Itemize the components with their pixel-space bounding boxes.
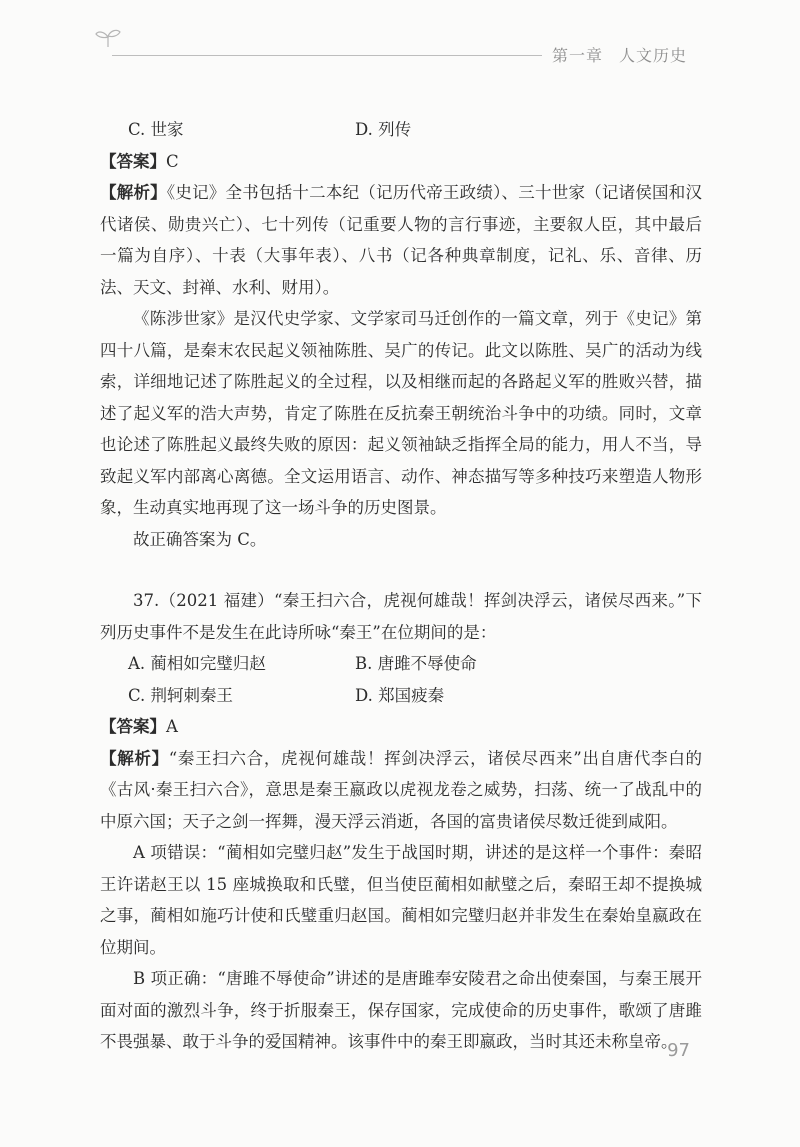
q37-option-b: B. 唐雎不辱使命 bbox=[355, 654, 477, 673]
analysis-text: 《史记》全书包括十二本纪（记历代帝王政绩）、三十世家（记诸侯国和汉代诸侯、勋贵兴亡）、七十列传（记重要人物的言行事迹，主要叙人臣，其中最后一篇为自序）、十表（大事年表）、八书（记各种典章制度，记礼、乐、音律、历法、天文、封禅、水利、财用）。 bbox=[100, 183, 703, 297]
answer-value: C bbox=[166, 151, 179, 171]
analysis-tag: 【解析】 bbox=[100, 183, 167, 202]
q36-answer bbox=[100, 146, 702, 178]
q37-option-a: A. 蔺相如完璧归赵 bbox=[128, 654, 266, 673]
q37-option-d: D. 郑国疲秦 bbox=[355, 685, 445, 705]
chapter-heading bbox=[552, 43, 687, 66]
page-number: 97 bbox=[667, 1040, 690, 1061]
page-content bbox=[100, 114, 702, 1058]
sprout-icon bbox=[95, 28, 121, 48]
chapter-number: 第一章 bbox=[552, 46, 604, 65]
q36-option-d: D. 列传 bbox=[355, 120, 412, 139]
q37-options-row-2 bbox=[100, 680, 702, 712]
q36-option-c: C. 世家 bbox=[128, 120, 184, 139]
q36-analysis-p1 bbox=[100, 177, 702, 303]
q37-options-row-1 bbox=[100, 648, 702, 680]
answer-value: A bbox=[166, 717, 178, 736]
q37-analysis-p3: B 项正确：“唐雎不辱使命”讲述的是唐雎奉安陵君之命出使秦国，与秦王展开面对面的激烈斗争，终于折服秦王，保存国家，完成使命的历史事件，歌颂了唐雎不畏强暴、敢于斗争的爱国精神。该事件中的秦王即嬴政，当时其还未称皇帝。 bbox=[100, 969, 702, 1051]
analysis-text: “秦王扫六合，虎视何雄哉！挥剑决浮云，诸侯尽西来”出自唐代李白的《古风·秦王扫六合》，意思是秦王嬴政以虎视龙卷之威势，扫荡、统一了战乱中的中原六国；天子之剑一挥舞，漫天浮云消逝，各国的富贵诸侯尽数迁徙到咸阳。 bbox=[100, 748, 703, 831]
analysis-tag: 【解析】 bbox=[100, 748, 169, 768]
header-divider bbox=[112, 55, 542, 56]
question-spacer bbox=[100, 555, 702, 585]
q36-options-row bbox=[100, 114, 702, 146]
page-header bbox=[0, 0, 800, 80]
q37-question: 37.（2021 福建）“秦王扫六合，虎视何雄哉！挥剑决浮云，诸侯尽西来。”下列历史事件不是发生在此诗所咏“秦王”在位期间的是： bbox=[100, 591, 702, 642]
q37-option-c: C. 荆轲刺秦王 bbox=[128, 685, 234, 705]
q37-analysis-p2: A 项错误：“蔺相如完璧归赵”发生于战国时期，讲述的是这样一个事件：秦昭王许诺赵王以 15 座城换取和氏璧，但当使臣蔺相如献璧之后，秦昭王却不提换城之事，蔺相如施巧计使和氏璧重归赵国。蔺相如完璧归赵并非发生在秦始皇嬴政在位期间。 bbox=[100, 843, 702, 957]
answer-tag: 【答案】 bbox=[100, 717, 166, 736]
chapter-title: 人文历史 bbox=[619, 46, 688, 65]
q36-conclusion: 故正确答案为 C。 bbox=[133, 529, 267, 549]
q36-analysis-p2: 《陈涉世家》是汉代史学家、文学家司马迁创作的一篇文章，列于《史记》第四十八篇，是秦末农民起义领袖陈胜、吴广的传记。此文以陈胜、吴广的活动为线索，详细地记述了陈胜起义的全过程，以及相继而起的各路起义军的胜败兴替，描述了起义军的浩大声势，肯定了陈胜在反抗秦王朝统治斗争中的功绩。同时，文章也论述了陈胜起义最终失败的原因：起义领袖缺乏指挥全局的能力，用人不当，导致起义军内部离心离德。全文运用语言、动作、神态描写等多种技巧来塑造人物形象，生动真实地再现了这一场斗争的历史图景。 bbox=[100, 309, 702, 517]
answer-tag: 【答案】 bbox=[100, 151, 166, 171]
q37-answer bbox=[100, 711, 702, 743]
q37-analysis-p1 bbox=[100, 743, 702, 838]
